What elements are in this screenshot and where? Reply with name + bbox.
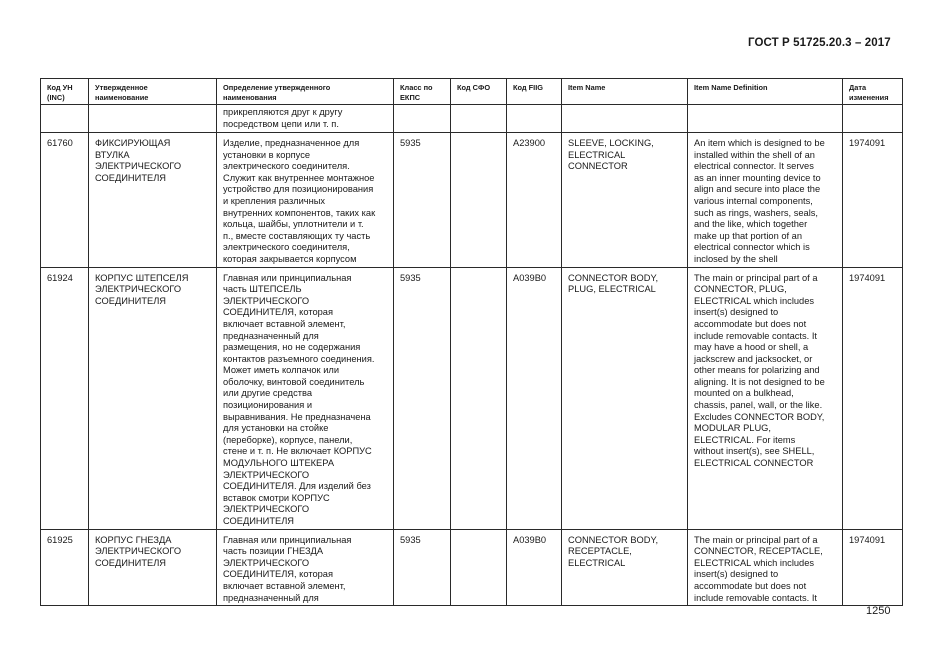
cell-approved-name: КОРПУС ШТЕПСЕЛЯ ЭЛЕКТРИЧЕСКОГО СОЕДИНИТЕЛЯ bbox=[89, 267, 217, 529]
cell-approved-name: ФИКСИРУЮЩАЯ ВТУЛКА ЭЛЕКТРИЧЕСКОГО СОЕДИНИТЕЛЯ bbox=[89, 133, 217, 268]
header-definition: Определение утвержденного наименования bbox=[217, 79, 394, 105]
cell-definition: Главная или принципиальная часть позиции ГНЕЗДА ЭЛЕКТРИЧЕСКОГО СОЕДИНИТЕЛЯ, которая включает вставной элемент, предназначенный для bbox=[217, 529, 394, 606]
header-date: Дата изменения bbox=[843, 79, 903, 105]
cell-approved-name bbox=[89, 105, 217, 133]
cell-class: 5935 bbox=[394, 529, 451, 606]
cell-date bbox=[843, 105, 903, 133]
cell-sfo bbox=[451, 529, 507, 606]
header-sfo: Код СФО bbox=[451, 79, 507, 105]
table-row-continuation bbox=[41, 105, 903, 133]
table-row bbox=[41, 267, 903, 529]
header-item-definition: Item Name Definition bbox=[688, 79, 843, 105]
cell-item-name: CONNECTOR BODY, PLUG, ELECTRICAL bbox=[562, 267, 688, 529]
cell-definition: прикрепляются друг к другу посредством цепи или т. п. bbox=[217, 105, 394, 133]
cell-date: 1974091 bbox=[843, 267, 903, 529]
header-inc: Код УН (INC) bbox=[41, 79, 89, 105]
table-row bbox=[41, 133, 903, 268]
cell-item-definition: The main or principal part of a CONNECTOR, RECEPTACLE, ELECTRICAL which includes insert(s) designed to accommodate but does not include removable contacts. It bbox=[688, 529, 843, 606]
cell-class: 5935 bbox=[394, 267, 451, 529]
cell-fiig: A039B0 bbox=[507, 529, 562, 606]
cell-inc: 61760 bbox=[41, 133, 89, 268]
header-fiig: Код FIIG bbox=[507, 79, 562, 105]
cell-fiig: A23900 bbox=[507, 133, 562, 268]
document-standard-title: ГОСТ Р 51725.20.3 – 2017 bbox=[748, 37, 891, 49]
header-class: Класс по ЕКПС bbox=[394, 79, 451, 105]
header-item-name: Item Name bbox=[562, 79, 688, 105]
cell-item-name: CONNECTOR BODY, RECEPTACLE, ELECTRICAL bbox=[562, 529, 688, 606]
cell-sfo bbox=[451, 267, 507, 529]
cell-sfo bbox=[451, 105, 507, 133]
table-row bbox=[41, 529, 903, 606]
cell-class: 5935 bbox=[394, 133, 451, 268]
cell-item-name bbox=[562, 105, 688, 133]
cell-inc: 61925 bbox=[41, 529, 89, 606]
cell-approved-name: КОРПУС ГНЕЗДА ЭЛЕКТРИЧЕСКОГО СОЕДИНИТЕЛЯ bbox=[89, 529, 217, 606]
cell-inc: 61924 bbox=[41, 267, 89, 529]
cell-date: 1974091 bbox=[843, 529, 903, 606]
page-number: 1250 bbox=[866, 605, 891, 617]
cell-item-name: SLEEVE, LOCKING, ELECTRICAL CONNECTOR bbox=[562, 133, 688, 268]
cell-definition: Изделие, предназначенное для установки в корпусе электрического соединителя. Служит как внутреннее монтажное устройство для позиционирования и крепления различных внутренних компонентов, таких как кольца, шайбы, уплотнители и т. п., вместе составляющих ту часть электрического соединителя, которая закрывается корпусом bbox=[217, 133, 394, 268]
cell-sfo bbox=[451, 133, 507, 268]
header-approved-name: Утвержденное наименование bbox=[89, 79, 217, 105]
cell-class bbox=[394, 105, 451, 133]
cell-date: 1974091 bbox=[843, 133, 903, 268]
cell-definition: Главная или принципиальная часть ШТЕПСЕЛЬ ЭЛЕКТРИЧЕСКОГО СОЕДИНИТЕЛЯ, которая включает вставной элемент, предназначенный для размещения, но не содержания контактов разъемного соединения. Может иметь колпачок или оболочку, винтовой соединитель или другие средства позиционирования и выравнивания. Не предназначена для установки на стойке (переборке), корпусе, панели, стене и т. п. Не включает КОРПУС МОДУЛЬНОГО ШТЕКЕРА ЭЛЕКТРИЧЕСКОГО СОЕДИНИТЕЛЯ. Для изделий без вставок смотри КОРПУС ЭЛЕКТРИЧЕСКОГО СОЕДИНИТЕЛЯ bbox=[217, 267, 394, 529]
cell-fiig: A039B0 bbox=[507, 267, 562, 529]
cell-fiig bbox=[507, 105, 562, 133]
cell-item-definition bbox=[688, 105, 843, 133]
cell-item-definition: An item which is designed to be installed within the shell of an electrical connector. It serves as an inner mounting device to align and secure into place the various internal components, such as rings, washers, seals, and the like, which together make up that portion of an electrical connector which is inclosed by the shell bbox=[688, 133, 843, 268]
cell-inc bbox=[41, 105, 89, 133]
registry-table bbox=[40, 78, 903, 606]
table-header-row bbox=[41, 79, 903, 105]
cell-item-definition: The main or principal part of a CONNECTOR, PLUG, ELECTRICAL which includes insert(s) designed to accommodate but does not include removable contacts. It may have a hood or shell, a jackscrew and jacksocket, or other means for polarizing and aligning. It is not designed to be mounted on a bulkhead, chassis, panel, wall, or the like. Excludes CONNECTOR BODY, MODULAR PLUG, ELECTRICAL. For items without insert(s), see SHELL, ELECTRICAL CONNECTOR bbox=[688, 267, 843, 529]
